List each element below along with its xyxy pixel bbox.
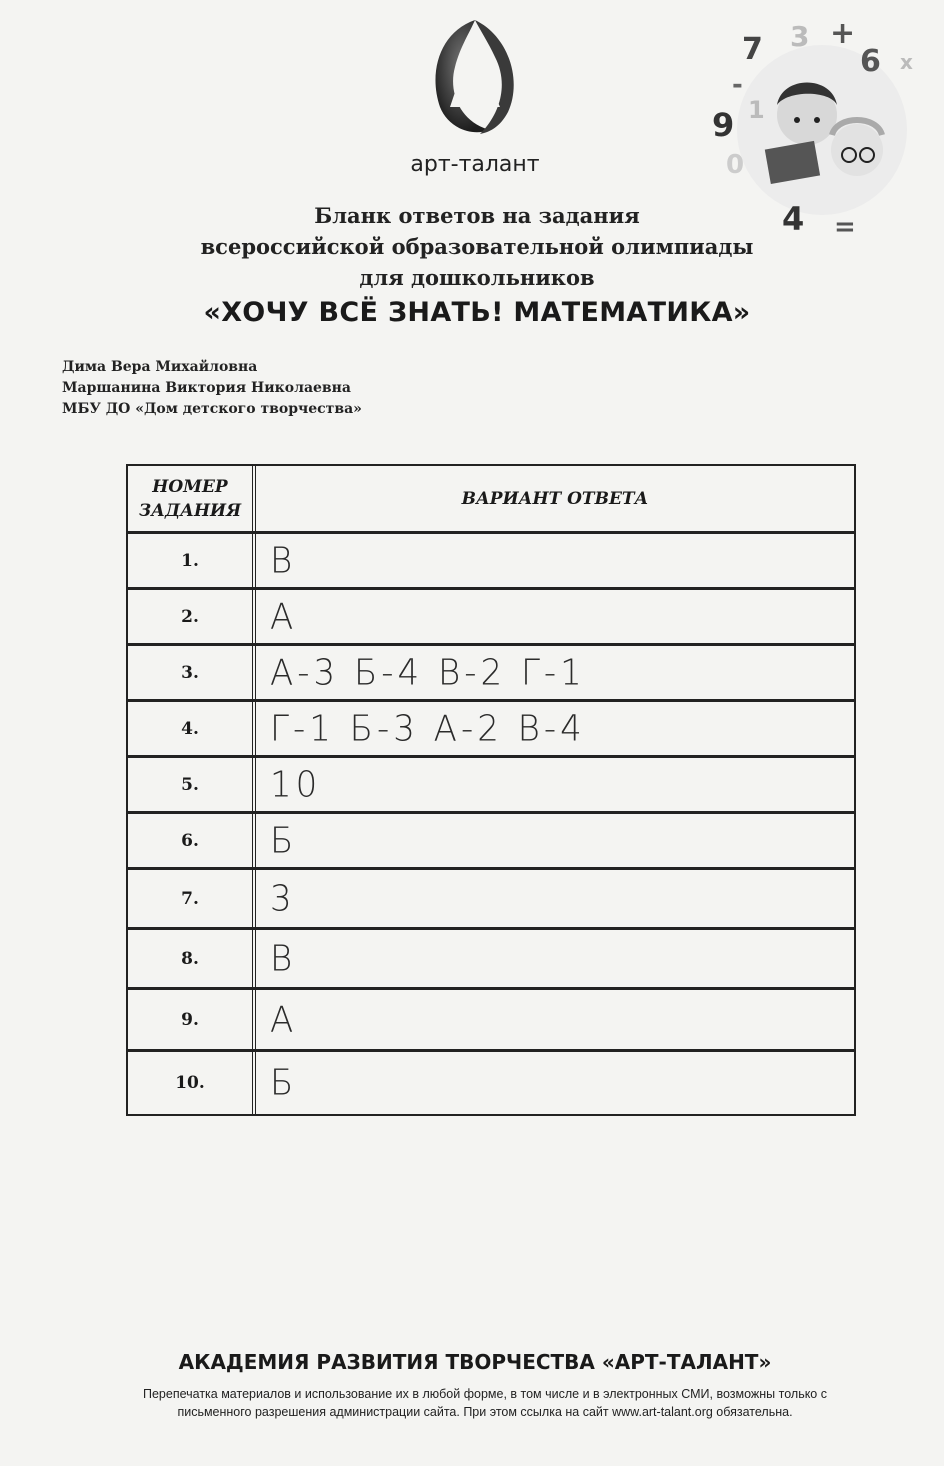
task-number: 5. (128, 758, 256, 811)
handwritten-answer: А-3 Б-4 В-2 Г-1 (270, 651, 586, 694)
handwritten-answer: 3 (270, 877, 296, 920)
table-row (128, 930, 854, 990)
logo-text: арт-талант (410, 152, 540, 177)
answer-cell (256, 990, 854, 1049)
answer-cell (256, 930, 854, 987)
illus-digit: 4 (782, 200, 805, 238)
task-number: 9. (128, 990, 256, 1049)
handwritten-answer: А (270, 595, 298, 638)
handwritten-answer: В (270, 937, 297, 980)
illus-digit: + (830, 16, 856, 51)
header-answer: ВАРИАНТ ОТВЕТА (461, 488, 649, 509)
title-line-1: Бланк ответов на задания (314, 203, 640, 228)
footer-note-line-1: Перепечатка материалов и использование их в любой форме, в том числе и в электронных СМИ, возможны только с (142, 1387, 827, 1401)
table-row (128, 758, 854, 814)
illus-digit: 1 (748, 96, 765, 124)
answer-cell (256, 758, 854, 811)
header-task-number (128, 466, 256, 531)
answer-cell (256, 870, 854, 927)
handwritten-answer: Б (270, 1062, 298, 1104)
task-number: 4. (128, 702, 256, 755)
answer-cell (256, 1052, 854, 1114)
table-row (128, 702, 854, 758)
task-number: 6. (128, 814, 256, 867)
table-row (128, 814, 854, 870)
title-line-2: всероссийской образовательной олимпиады (200, 234, 754, 259)
handwritten-answer: А (270, 998, 298, 1041)
table-row (128, 990, 854, 1052)
answer-cell (256, 590, 854, 643)
art-talant-logo-icon (420, 12, 530, 142)
table-header-row (128, 466, 854, 534)
illus-digit: 6 (860, 44, 881, 79)
answer-cell (256, 534, 854, 587)
answer-cell (256, 646, 854, 699)
table-row (128, 534, 854, 590)
handwritten-answer: Б (270, 819, 298, 862)
task-number: 3. (128, 646, 256, 699)
header-num-line2: ЗАДАНИЯ (138, 500, 242, 521)
table-row (128, 646, 854, 702)
handwritten-answer: Г-1 Б-3 А-2 В-4 (270, 707, 586, 750)
answer-cell (256, 814, 854, 867)
illus-digit: = (834, 212, 856, 242)
footer-copyright-note (70, 1385, 900, 1421)
illus-digit: x (900, 50, 913, 74)
handwritten-answer: В (270, 539, 297, 582)
table-row (128, 1052, 854, 1114)
handwritten-answer: 10 (270, 763, 322, 806)
footer-note-line-2: письменного разрешения администрации сайта. При этом ссылка на сайт www.art-talant.org обязательна. (177, 1405, 793, 1419)
table-row (128, 590, 854, 646)
footer-academy-name: АКАДЕМИЯ РАЗВИТИЯ ТВОРЧЕСТВА «АРТ-ТАЛАНТ» (178, 1350, 772, 1374)
answer-table (126, 464, 856, 1116)
task-number: 1. (128, 534, 256, 587)
olympiad-name: «ХОЧУ ВСЁ ЗНАТЬ! МАТЕМАТИКА» (203, 297, 751, 328)
title-line-3: для дошкольников (359, 265, 595, 290)
answer-cell (256, 702, 854, 755)
illus-digit: - (732, 70, 743, 100)
task-number: 2. (128, 590, 256, 643)
task-number: 10. (128, 1052, 256, 1114)
illus-digit: 7 (742, 32, 763, 67)
task-number: 8. (128, 930, 256, 987)
organization-name: МБУ ДО «Дом детского творчества» (62, 401, 362, 417)
illus-digit: 9 (712, 106, 735, 144)
illus-digit: 3 (790, 20, 810, 53)
author-name: Маршанина Виктория Николаевна (62, 380, 351, 396)
task-number: 7. (128, 870, 256, 927)
illus-digit: 0 (726, 150, 745, 180)
authors-block (62, 357, 362, 420)
author-name: Дима Вера Михайловна (62, 359, 258, 375)
table-row (128, 870, 854, 930)
sheet-title (120, 200, 834, 328)
header-num-line1: НОМЕР (152, 476, 228, 497)
